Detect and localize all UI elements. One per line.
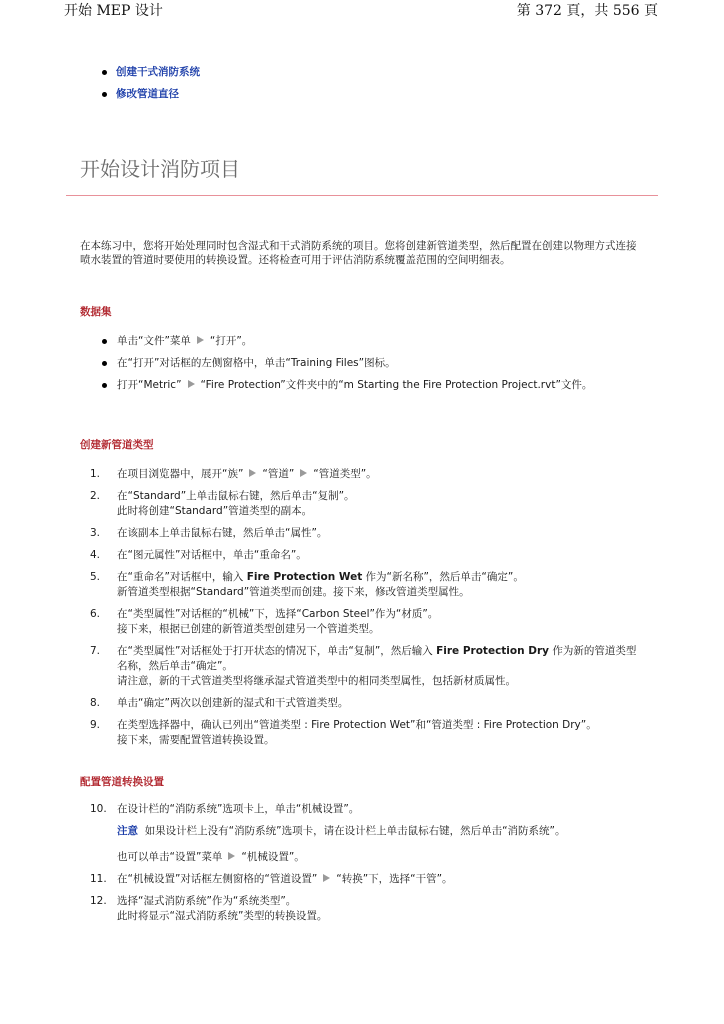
- step-number: 6.: [90, 608, 101, 620]
- step-item: [90, 489, 638, 519]
- step-text: 在“类型属性”对话框处于打开状态的情况下，单击“复制”，然后输入: [117, 645, 437, 657]
- step-item: [90, 802, 638, 865]
- step-text: 在类型选择器中，确认已列出“管道类型 : Fire Protection Wet”和“管道类型 : Fire Protection Dry”。: [117, 719, 597, 731]
- step-text: “转换”下，选择“干管”。: [336, 873, 453, 885]
- step-text: 在“重命名”对话框中，输入: [117, 571, 247, 583]
- step-number: 10.: [90, 803, 107, 815]
- step-number: 3.: [90, 527, 101, 539]
- step-text: 作为“新名称”，然后单击“确定”。: [362, 571, 524, 583]
- step-text: 在项目浏览器中，展开“族”: [117, 468, 244, 480]
- note-label: 注意: [117, 825, 138, 837]
- step-text: “管道”: [262, 468, 295, 480]
- step-result-text: 此时将显示“湿式消防系统”类型的转换设置。: [117, 910, 328, 922]
- link-create-dry-system[interactable]: 创建干式消防系统: [116, 66, 200, 78]
- step-item: [90, 526, 638, 541]
- menu-arrow-icon: [228, 852, 235, 860]
- menu-arrow-icon: [249, 469, 256, 477]
- step-item: [90, 607, 638, 637]
- step-item: [90, 644, 638, 689]
- step-text: 在“机械设置”对话框左侧窗格的“管道设置”: [117, 873, 318, 885]
- step-number: 4.: [90, 549, 101, 561]
- step-text: “管道类型”。: [313, 468, 377, 480]
- step-text: 在“图元属性”对话框中，单击“重命名”。: [117, 549, 307, 561]
- step-text: 作为新的管道类型名称，然后单击“确定”。: [117, 645, 637, 672]
- menu-arrow-icon: [197, 336, 204, 344]
- section-heading-create-pipe-type: 创建新管道类型: [80, 439, 154, 451]
- step-text: 单击“确定”两次以创建新的湿式和干式管道类型。: [117, 697, 349, 709]
- step-number: 5.: [90, 571, 101, 583]
- menu-arrow-icon: [323, 874, 330, 882]
- step-text: 也可以单击“设置”菜单: [117, 851, 223, 863]
- section-heading-dataset: 数据集: [80, 306, 112, 318]
- section-heading-config-conversion: 配置管道转换设置: [80, 776, 164, 788]
- step-item: [90, 548, 638, 563]
- step-text: 选择“湿式消防系统”作为“系统类型”。: [117, 895, 297, 907]
- step-result-text: 请注意，新的干式管道类型将继承湿式管道类型中的相同类型属性，包括新材质属性。: [117, 675, 516, 687]
- create-steps-list: [90, 467, 638, 755]
- list-item: [100, 356, 640, 371]
- dataset-item-text: 打开“Metric”: [117, 379, 182, 391]
- step-number: 7.: [90, 645, 101, 657]
- step-text: 在设计栏的“消防系统”选项卡上，单击“机械设置”。: [117, 803, 360, 815]
- step-text: 在“Standard”上单击鼠标右键，然后单击“复制”。: [117, 490, 355, 502]
- step-item: [90, 696, 638, 711]
- menu-arrow-icon: [188, 380, 195, 388]
- header-page-count: 第 372 頁，共 556 頁: [516, 3, 658, 19]
- list-item: [100, 334, 640, 349]
- step-number: 12.: [90, 895, 107, 907]
- step-item: [90, 718, 638, 748]
- note-text: 如果设计栏上没有“消防系统”选项卡，请在设计栏上单击鼠标右键，然后单击“消防系统”。: [144, 825, 566, 837]
- step-text: 在“类型属性”对话框的“机械”下，选择“Carbon Steel”作为“材质”。: [117, 608, 439, 620]
- step-item: [90, 467, 638, 482]
- dataset-list: [100, 334, 640, 400]
- related-links: [100, 64, 200, 108]
- step-number: 9.: [90, 719, 101, 731]
- dataset-item-text: “Fire Protection”文件夹中的“m Starting the Fire Protection Project.rvt”文件。: [200, 379, 593, 391]
- link-modify-pipe-diameter[interactable]: 修改管道直径: [116, 88, 179, 100]
- step-result-text: 接下来，需要配置管道转换设置。: [117, 734, 275, 746]
- step-text: 在该副本上单击鼠标右键，然后单击“属性”。: [117, 527, 328, 539]
- step-item: [90, 570, 638, 600]
- step-text: “机械设置”。: [241, 851, 305, 863]
- step-number: 2.: [90, 490, 101, 502]
- config-steps-list: [90, 802, 638, 931]
- note-block: [117, 824, 638, 839]
- page-title: 开始设计消防项目: [80, 157, 240, 181]
- alternate-method: [117, 850, 638, 865]
- header-doc-title: 开始 MEP 设计: [64, 3, 163, 19]
- step-number: 11.: [90, 873, 107, 885]
- dataset-item-text: 单击“文件”菜单: [117, 335, 191, 347]
- intro-paragraph: 在本练习中，您将开始处理同时包含湿式和干式消防系统的项目。您将创建新管道类型，然后配置在创建以物理方式连接喷水装置的管道时要使用的转换设置。还将检查可用于评估消防系统覆盖范围的空间明细表。: [80, 240, 637, 266]
- step-item: [90, 872, 638, 887]
- step-result-text: 接下来，根据已创建的新管道类型创建另一个管道类型。: [117, 623, 380, 635]
- dataset-item-text: 在“打开”对话框的左侧窗格中，单击“Training Files”图标。: [117, 357, 396, 369]
- input-value-text: Fire Protection Dry: [436, 645, 549, 657]
- input-value-text: Fire Protection Wet: [246, 571, 363, 583]
- step-result-text: 此时将创建“Standard”管道类型的副本。: [117, 505, 313, 517]
- title-divider: [66, 195, 658, 196]
- step-number: 1.: [90, 468, 101, 480]
- step-number: 8.: [90, 697, 101, 709]
- step-result-text: 新管道类型根据“Standard”管道类型而创建。接下来，修改管道类型属性。: [117, 586, 470, 598]
- list-item: [100, 378, 640, 393]
- dataset-item-text: “打开”。: [209, 335, 253, 347]
- list-item: [100, 86, 200, 108]
- list-item: [100, 64, 200, 86]
- menu-arrow-icon: [300, 469, 307, 477]
- step-item: [90, 894, 638, 924]
